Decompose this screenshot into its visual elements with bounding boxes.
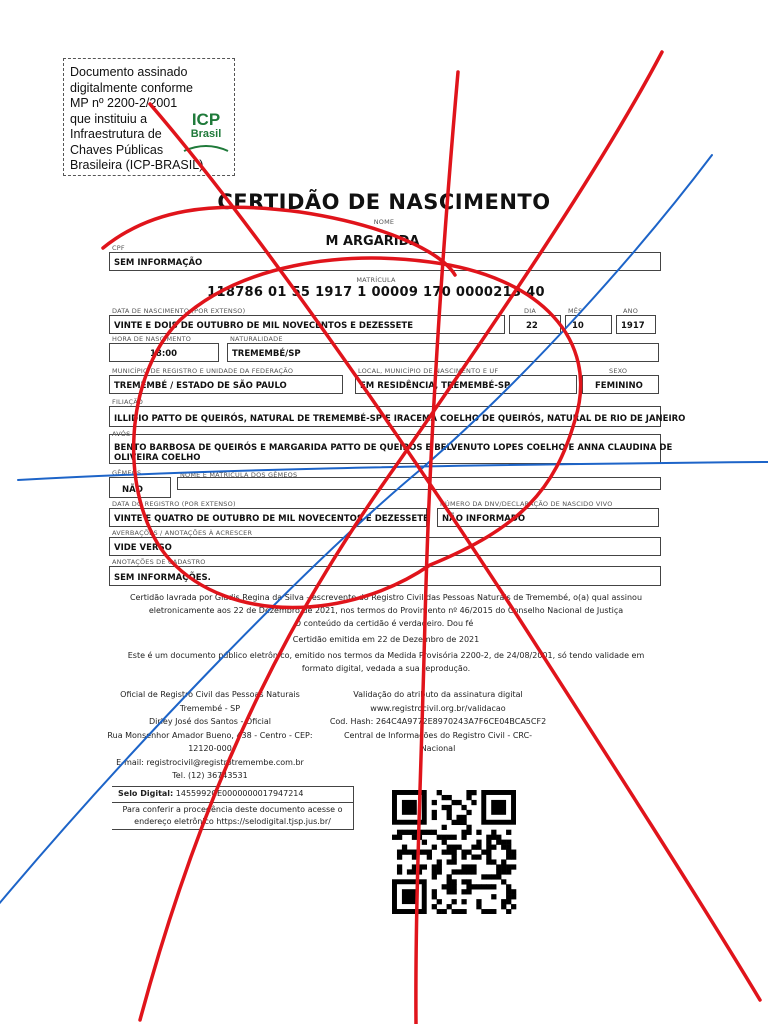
sexo-value: FEMININO [595, 381, 643, 391]
naturalidade-value: TREMEMBÉ/SP [232, 349, 301, 359]
oficial-line: 12120-000 [188, 744, 232, 753]
avos-value-line2: OLIVEIRA COELHO [114, 453, 201, 463]
oficial-line: Oficial de Registro Civil das Pessoas Naturais [120, 690, 300, 699]
validacao-line: Nacional [420, 744, 456, 753]
oficial-line: E-mail: registrocivil@registrotremembe.com.br [116, 757, 304, 767]
eletronico-line: Este é um documento público eletrônico, emitido nos termos da Medida Provisória 2200-2, de 24/08/2001, só tendo validade em [127, 651, 645, 660]
matricula-label: MATRÍCULA [356, 276, 396, 284]
data-registro-label: DATA DO REGISTRO (POR EXTENSO) [112, 500, 236, 508]
mes-value: 10 [572, 321, 584, 331]
filiacao-value: ILLIDIO PATTO DE QUEIRÓS, NATURAL DE TREMEMBÉ-SP E IRACEMA COELHO DE QUEIRÓS, NATURAL DE RIO DE JANEIRO [114, 414, 686, 424]
blue-line-diagonal [0, 155, 712, 905]
ano-label: ANO [623, 307, 639, 315]
dnv-value: NÃO INFORMADO [442, 514, 526, 524]
municipio-registro-value: TREMEMBÉ / ESTADO DE SÃO PAULO [114, 381, 287, 391]
selo-label: Selo Digital: [118, 789, 174, 798]
stamp-line: Documento assinado [70, 65, 188, 79]
local-nascimento-value: EM RESIDÊNCIA, TREMEMBÉ-SP [360, 381, 511, 391]
averbacoes-value: VIDE VERSO [114, 543, 172, 553]
verdade-statement: O conteúdo da certidão é verdadeiro. Dou fé [294, 619, 474, 628]
stamp-line: digitalmente conforme [70, 80, 193, 95]
data-nascimento-label: DATA DE NASCIMENTO (POR EXTENSO) [112, 307, 246, 315]
validacao-line: Central de Informações do Registro Civil - CRC- [343, 730, 533, 740]
gemeos-value: NÃO [122, 485, 143, 495]
nome-value: M ARGARIDA [325, 234, 420, 249]
oficial-line: Dirley José dos Santos - Oficial [149, 717, 271, 726]
cpf-label: CPF [112, 244, 125, 252]
stamp-line: MP nº 2200-2/2001 [70, 96, 178, 110]
certidao-line: Certidão lavrada por Gladis Regina da Silva - escrevente do Registro Civil das Pessoas Naturais de Tremembé, o(a) qual assinou [129, 593, 643, 602]
mes-label: MÊS [568, 307, 583, 315]
cpf-value: SEM INFORMAÇÃO [114, 258, 203, 268]
validacao-line: www.registrocivil.org.br/validacao [370, 703, 506, 713]
local-nascimento-label: LOCAL, MUNICÍPIO DE NASCIMENTO E UF [358, 367, 499, 375]
red-vertical-stroke [416, 72, 458, 1024]
averbacoes-label: AVERBAÇÕES / ANOTAÇÕES À ACRESCER [112, 529, 253, 537]
red-x-stroke-1 [150, 104, 760, 1000]
hora-label: HORA DE NASCIMENTO [112, 335, 192, 343]
validacao-line: Cod. Hash: 264C4A9772E8970243A7F6CE04BCA5CF2 [329, 717, 547, 726]
avos-value-line1: BENTO BARBOSA DE QUEIRÓS E MARGARIDA PATTO DE QUEIROS E BELVENUTO LOPES COELHO E ANNA CLAUDINA DE [114, 443, 673, 453]
stamp-line: que instituiu a [70, 111, 148, 126]
nome-gemeos-label: NOME E MATRÍCULA DOS GÊMEOS [180, 471, 298, 479]
gemeos-label: GÊMEOS [112, 469, 142, 477]
municipio-registro-label: MUNICÍPIO DE REGISTRO E UNIDADE DA FEDERAÇÃO [112, 367, 294, 375]
stamp-line: Chaves Públicas [70, 142, 164, 157]
stamp-line: Brasileira (ICP-BRASIL) [70, 158, 204, 172]
nome-label: NOME [373, 218, 395, 226]
cadastro-value: SEM INFORMAÇÕES. [114, 573, 211, 583]
oficial-line: Tremembé - SP [179, 703, 241, 713]
matricula-value: 118786 01 55 1917 1 00009 170 0000213 40 [207, 285, 545, 300]
oficial-line: Rua Monsenhor Amador Bueno, 438 - Centro - CEP: [107, 730, 313, 740]
dia-label: DIA [524, 307, 536, 315]
selo-text-line: endereço eletrônico https://selodigital.tjsp.jus.br/ [134, 817, 331, 826]
ano-value: 1917 [621, 321, 645, 331]
red-circle-large [134, 258, 581, 607]
filiacao-label: FILIAÇÃO [112, 398, 144, 406]
oficial-line: Tel. (12) 36743531 [172, 771, 248, 780]
avos-label: AVÓS [112, 430, 131, 438]
hora-value: 18:00 [150, 349, 178, 359]
icp-logo-bottom: Brasil [190, 128, 222, 140]
eletronico-line: formato digital, vedada a sua reprodução. [301, 664, 471, 673]
dia-value: 22 [526, 321, 538, 331]
cadastro-label: ANOTAÇÕES DE CADASTRO [112, 558, 206, 566]
validacao-line: Validação do atributo da assinatura digital [353, 690, 523, 699]
dnv-label: NÚMERO DA DNV/DECLARAÇÃO DE NASCIDO VIVO [440, 500, 613, 508]
data-registro-value: VINTE E QUATRO DE OUTUBRO DE MIL NOVECENTOS E DEZESSETE [114, 514, 429, 524]
stamp-line: Infraestrutura de [70, 127, 162, 141]
red-swoosh-top [103, 207, 455, 275]
naturalidade-label: NATURALIDADE [230, 335, 283, 343]
selo-text-line: Para conferir a procedência deste documento acesse o [122, 805, 343, 814]
sexo-label: SEXO [609, 367, 628, 375]
data-nascimento-value: VINTE E DOIS DE OUTUBRO DE MIL NOVECENTOS E DEZESSETE [114, 321, 414, 331]
document-title: CERTIDÃO DE NASCIMENTO [217, 190, 551, 214]
icp-logo-top: ICP [191, 110, 221, 129]
certidao-line: eletronicamente aos 22 de Dezembro de 2021, nos termos do Provimento nº 46/2015 do Conselho Nacional de Justiça [148, 606, 624, 615]
selo-code: 1455992CE0000000017947214 [175, 789, 304, 798]
red-x-stroke-2 [140, 52, 662, 1020]
emitida-statement: Certidão emitida em 22 de Dezembro de 2021 [292, 635, 480, 644]
